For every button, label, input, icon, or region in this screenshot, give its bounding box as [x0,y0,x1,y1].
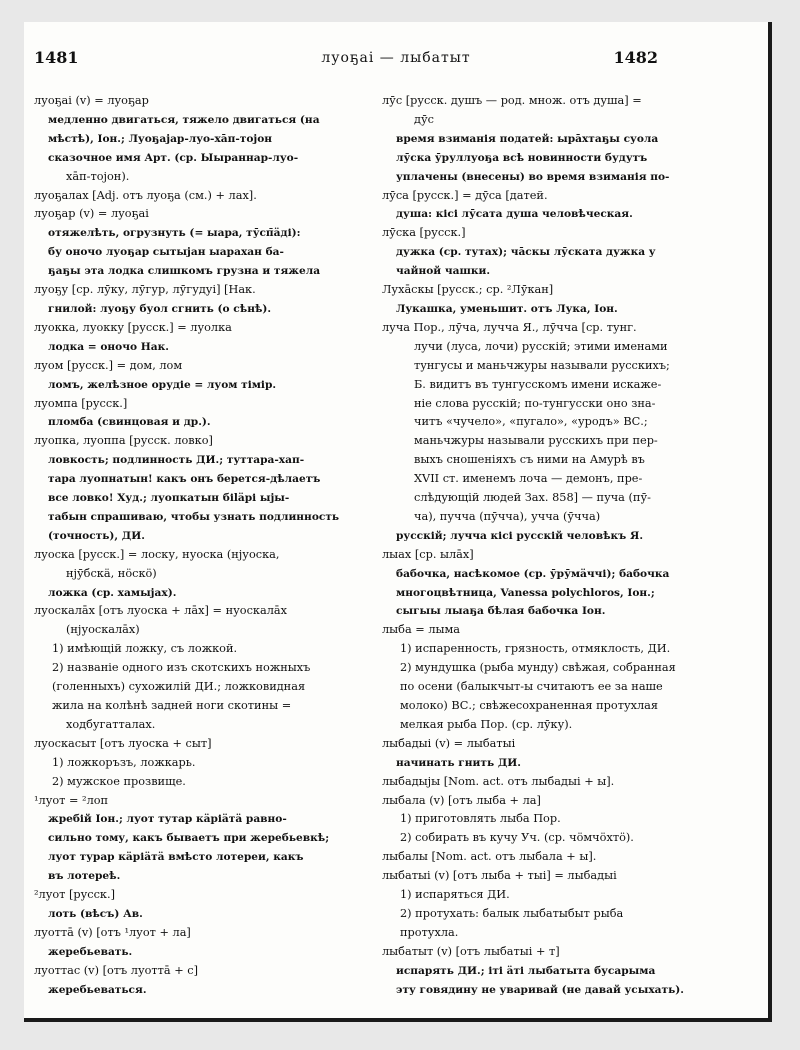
entry-headword-line: лыбатыі (v) [отъ лыба + тыі] = лыбадыі [382,869,617,883]
entry-text-line: 2) мундушка (рыба мунду) свѣжая, собранная [400,661,676,675]
entry-text-line: чайной чашки. [396,265,491,278]
entry-text-line: тунгусы и маньчжуры называли русскихъ; [414,358,670,372]
entry-text-line: все ловко! Худ.; луопкатын біläрі ыjы- [48,492,290,505]
entry-headword-line: лыах [ср. ылāх] [382,547,474,561]
entry-text-line: лучи (луса, лочи) русскій; этими именами [414,339,668,353]
entry-text-line: XVII ст. именемъ лоча — демонъ, пре- [414,472,643,486]
entry-text-line: эту говядину не уваривай (не давай усыхать). [396,983,684,996]
entry-headword-line: лыбадыjы [Nom. act. отъ лыбадыі + ы]. [382,774,615,788]
entry-headword-line: луоҕу [ср. лӯку, лӯгур, лӯгудуі] [Нак. [34,283,256,297]
entry-text-line: русскій; лучча кісі русскій человѣкъ Я. [396,529,644,542]
entry-text-line: выхъ сношеніяхъ съ ними на Амурѣ въ [414,453,645,467]
left-column [34,92,366,1000]
entry-text-line: дужка (ср. тутах); чāскы лӯската дужка у [396,246,656,259]
entry-text-line: дӯс [414,112,434,126]
entry-text-line: ловкость; подлинность ДИ.; туттара-хап- [48,454,305,467]
entry-text-line: тара луопнатын! какъ онъ берется-дѣлаетъ [48,473,321,486]
entry-headword-line: луоска [русск.] = лоску, нуоска (нjуоска, [34,547,280,561]
entry-text-line: (точность), ДИ. [48,529,145,542]
right-column [382,92,722,1000]
entry-text-line: время взиманія податей: ырāхтаҕы суола [396,132,659,145]
entry-headword-line: луом [русск.] = дом, лом [34,358,183,372]
entry-headword-line: луоҕалах [Adj. отъ луоҕа (см.) + лах]. [34,188,257,202]
entry-text-line: въ лотереѣ. [48,870,121,883]
entry-text-line: сказочное имя Арт. (ср. Ыыраннар-луо- [48,151,299,164]
entry-headword-line: лыбала (v) [отъ лыба + ла] [382,793,541,807]
entry-text-line: испарять ДИ.; іті äті лыбатыта бусарыма [396,964,656,977]
entry-text-line: жеребьеваться. [48,983,147,996]
entry-text-line: 2) мужское прозвище. [52,774,186,788]
entry-text-line: 2) протухать: балык лыбатыбыт рыба [400,906,624,920]
entry-text-line: 1) имѣющій ложку, съ ложкой. [52,642,238,656]
entry-text-line: ча), пучча (пӯчча), учча (ӯчча) [414,509,601,523]
entry-text-line: жила на колѣнѣ задней ноги скотины = [52,699,292,712]
entry-headword-line: луоттā (v) [отъ ¹луот + ла] [34,925,191,939]
entry-text-line: мелкая рыба Пор. (ср. лӯку). [400,717,573,731]
entry-headword-line: лыба = лыма [382,623,461,637]
entry-text-line: ходбугатталах. [66,717,156,731]
entry-headword-line: ¹луот = ²лоп [34,793,109,807]
entry-headword-line: луомпа [русск.] [34,396,128,410]
entry-text-line: лоть (вѣсъ) Ав. [48,907,143,920]
entry-headword-line: луоскалāх [отъ луоска + лāх] = нуоскалāх [34,604,287,618]
entry-text-line: молоко) ВС.; свѣжесохраненная протухлая [400,699,658,712]
running-title: луоҕаі — лыбатыт [321,50,471,66]
entry-text-line: уплачены (внесены) во время взиманія по- [396,170,670,183]
entry-headword-line: луоҕаі (v) = луоҕар [34,94,149,107]
entry-text-line: медленно двигаться, тяжело двигаться (на [48,113,320,126]
entry-headword-line: луча Пор., лӯча, лучча Я., лӯчча [ср. тунг. [382,320,637,334]
page-number-right: 1482 [613,48,658,67]
entry-text-line: мѣстѣ), Іон.; Луоҕаjар-луо-хāп-тоjон [48,132,273,145]
entry-text-line: табын спрашиваю, чтобы узнать подлинность [48,510,340,523]
entry-text-line: (нjуоскалāх) [66,623,140,637]
page-number-left: 1481 [34,48,79,67]
entry-text-line: 1) испаренность, грязность, отмяклость, ДИ. [400,642,671,656]
entry-text-line: ложка (ср. хамыjах). [48,586,177,599]
entry-text-line: жребій Іон.; луот тутар кäріäтä равно- [48,813,287,826]
entry-text-line: слѣдующій людей Зах. 858] — пуча (пӯ- [414,491,651,505]
entry-headword-line: лыбатыт (v) [отъ лыбатыі + т] [382,944,560,958]
entry-text-line: гнилой: луоҕу буол сгнить (о сѣнѣ). [48,302,272,315]
entry-text-line: пломба (свинцовая и др.). [48,416,211,429]
entry-text-line: 1) ложкоръзъ, ложкарь. [52,755,196,769]
entry-text-line: по осени (балыкчыт-ы считаютъ ее за наше [400,680,663,694]
entry-text-line: Лукашка, уменьшит. отъ Лука, Іон. [396,302,618,315]
entry-text-line: ніе слова русскій; по-тунгусски оно зна- [414,396,656,410]
entry-text-line: 1) приготовлять лыба Пор. [400,812,561,826]
entry-text-line: (голенныхъ) сухожилій ДИ.; ложковидная [52,680,306,694]
entry-text-line: нjӯбскä, нöскö) [66,566,157,580]
entry-headword-line: Лухāскы [русск.; ср. ²Лӯкан] [382,283,554,297]
entry-text-line: ҕаҕы эта лодка слишкомъ грузна и тяжела [48,265,321,278]
entry-text-line: жеребьевать. [48,945,133,958]
entry-text-line: хāп-тоjон). [66,169,130,183]
entry-text-line: лодка = оночо Нак. [48,340,169,353]
dictionary-page [24,22,772,1022]
entry-headword-line: луокка, луокку [русск.] = луолка [34,320,232,334]
entry-headword-line: луоттас (v) [отъ луоттā + с] [34,963,199,977]
entry-text-line: сильно тому, какъ бываетъ при жеребьевкѣ; [48,832,330,845]
entry-text-line: начинать гнить ДИ. [396,756,521,769]
entry-text-line: 2) названіе одного изъ скотскихъ ножныхъ [52,661,311,675]
entry-text-line: бабочка, насѣкомое (ср. ӯрӯмäччі); бабочка [396,567,670,580]
entry-headword-line: ²луот [русск.] [34,888,115,902]
entry-text-line: 1) испаряться ДИ. [400,888,510,902]
entry-headword-line: луопка, луоппа [русск. ловко] [34,434,213,448]
entry-headword-line: лӯс [русск. душъ — род. множ. отъ душа] = [382,94,642,107]
entry-text-line: отяжелѣть, огрузнуть (= ыара, тӯсп̄äді): [48,227,301,240]
entry-text-line: душа: кісі лӯсата душа человѣческая. [396,208,633,221]
entry-text-line: бу оночо луоҕар сытыjан ыарахан ба- [48,246,284,259]
entry-headword-line: лӯска [русск.] [382,226,466,240]
entry-headword-line: лӯса [русск.] = дӯса [датей. [382,188,548,202]
entry-text-line: Б. видитъ въ тунгусскомъ имени искаже- [414,377,662,391]
entry-headword-line: лыбадыі (v) = лыбатыі [382,736,516,750]
entry-text-line: протухла. [400,925,459,939]
entry-text-line: читъ «чучело», «пугало», «уродъ» ВС.; [414,415,648,429]
entry-text-line: луот турар кäріäтä вмѣсто лотереи, какъ [48,851,304,864]
entry-text-line: многоцвѣтница, Vanessa polychloros, Іон.; [396,586,655,599]
entry-text-line: маньчжуры называли русскихъ при пер- [414,434,658,448]
entry-text-line: 2) собирать въ кучу Уч. (ср. чöмчöхтö). [400,831,634,845]
entry-headword-line: луоҕар (v) = луоҕаі [34,207,149,221]
entry-text-line: сыгыы лыаҕа бѣлая бабочка Іон. [396,605,606,618]
entry-headword-line: луоскасыт [отъ луоска + сыт] [34,736,212,750]
entry-text-line: ломъ, желѣзное орудіе = луом тімір. [48,378,277,391]
entry-headword-line: лыбалы [Nom. act. отъ лыбала + ы]. [382,850,597,864]
entry-text-line: лӯска ӯруллуоҕа всѣ новинности будутъ [396,151,648,164]
